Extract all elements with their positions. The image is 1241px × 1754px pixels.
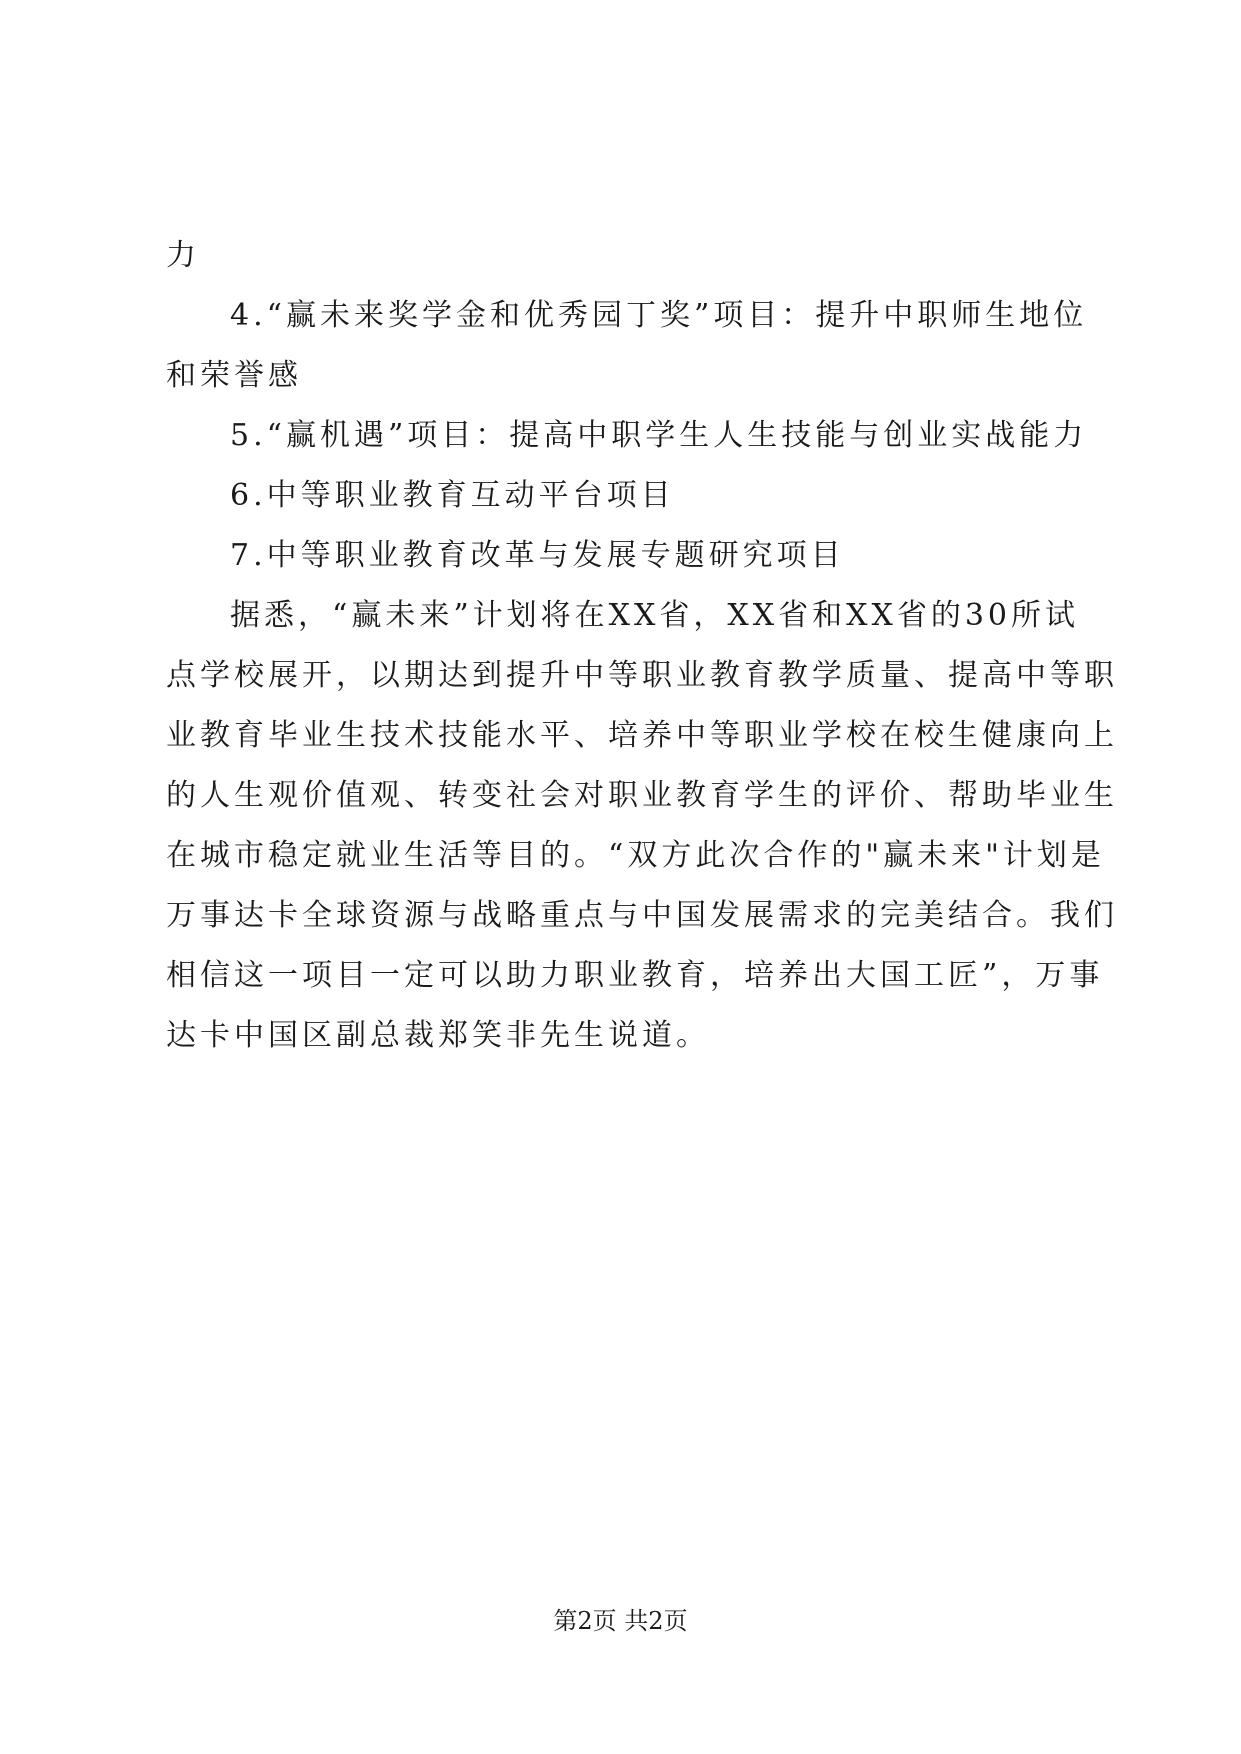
text-line-continuation: 力 [166,238,200,273]
paragraph-line-6: 万事达卡全球资源与战略重点与中国发展需求的完美结合。我们 [166,898,1118,933]
paragraph-line-3: 业教育毕业生技术技能水平、培养中等职业学校在校生健康向上 [166,718,1118,753]
list-item-4-continuation: 和荣誉感 [166,358,302,393]
list-item-5: 5.“赢机遇”项目：提高中职学生人生技能与创业实战能力 [230,418,1088,453]
paragraph-line-2: 点学校展开，以期达到提升中等职业教育教学质量、提高中等职 [166,658,1118,693]
list-item-4: 4.“赢未来奖学金和优秀园丁奖”项目：提升中职师生地位 [230,298,1088,333]
paragraph-line-1: 据悉，“赢未来”计划将在XX省，XX省和XX省的30所试 [230,598,1079,633]
paragraph-line-7: 相信这一项目一定可以助力职业教育，培养出大国工匠”，万事 [166,958,1104,993]
paragraph-line-4: 的人生观价值观、转变社会对职业教育学生的评价、帮助毕业生 [166,778,1118,813]
list-item-6: 6.中等职业教育互动平台项目 [230,478,675,513]
paragraph-line-5: 在城市稳定就业生活等目的。“双方此次合作的"赢未来"计划是 [166,838,1105,873]
list-item-7: 7.中等职业教育改革与发展专题研究项目 [230,538,845,573]
paragraph-line-8: 达卡中国区副总裁郑笑非先生说道。 [166,1018,710,1053]
document-body [166,226,1118,1066]
page-number-footer: 第2页 共2页 [553,1607,688,1635]
